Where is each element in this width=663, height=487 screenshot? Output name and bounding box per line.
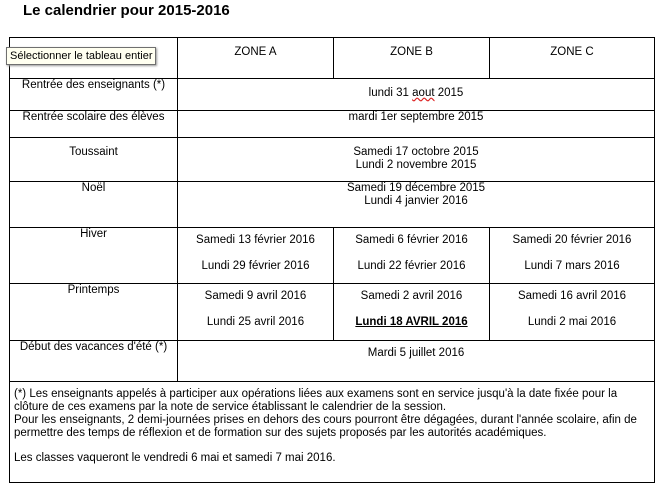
printemps-zone-c bbox=[490, 284, 655, 341]
note-demi-journees: Pour les enseignants, 2 demi-journées prises en dehors des cours pourront être dégagées, durant l'année scolaire, afin de permettre des temps de réflexion et de formation sur des sujets proposés par les autorités académiques. bbox=[14, 414, 637, 439]
document-title: Le calendrier pour 2015-2016 bbox=[23, 2, 230, 19]
row-label: Rentrée scolaire des élèves bbox=[10, 111, 178, 138]
end-date: Lundi 25 avril 2016 bbox=[206, 316, 305, 328]
row-notes bbox=[10, 382, 655, 483]
row-toussaint bbox=[10, 138, 655, 182]
end-date: Lundi 29 février 2016 bbox=[201, 260, 310, 272]
row-label: Printemps bbox=[10, 284, 178, 341]
row-hiver bbox=[10, 228, 655, 284]
zone-c-header: ZONE C bbox=[490, 38, 655, 79]
select-table-tooltip[interactable]: Sélectionner le tableau entier bbox=[6, 47, 156, 65]
hiver-zone-a bbox=[178, 228, 334, 284]
row-rentree-enseignants bbox=[10, 79, 655, 111]
note-examens: (*) Les enseignants appelés à participer aux opérations liées aux examens sont en service jusqu'à la date fixée pour la clôture de ces examens par la note de service établissant le calendrier de la session. bbox=[14, 388, 618, 413]
rentree-eleves-date: mardi 1er septembre 2015 bbox=[178, 111, 655, 138]
start-date: Samedi 19 décembre 2015 bbox=[346, 182, 486, 194]
start-date: Samedi 6 février 2016 bbox=[355, 234, 468, 246]
zone-b-header: ZONE B bbox=[334, 38, 490, 79]
start-date: Samedi 9 avril 2016 bbox=[204, 290, 307, 302]
row-label: Hiver bbox=[10, 228, 178, 284]
note-vaqueront: Les classes vaqueront le vendredi 6 mai et samedi 7 mai 2016. bbox=[14, 452, 336, 464]
end-date: Lundi 22 février 2016 bbox=[357, 260, 466, 272]
hiver-zone-b bbox=[334, 228, 490, 284]
start-date: Samedi 13 février 2016 bbox=[196, 234, 315, 246]
row-rentree-eleves bbox=[10, 111, 655, 138]
end-date: Lundi 2 mai 2016 bbox=[527, 316, 617, 328]
start-date: Samedi 16 avril 2016 bbox=[517, 290, 627, 302]
end-date: Lundi 7 mars 2016 bbox=[524, 260, 620, 272]
start-date: Samedi 20 février 2016 bbox=[512, 234, 632, 246]
hiver-zone-c bbox=[490, 228, 655, 284]
row-label: Début des vacances d'été (*) bbox=[10, 341, 178, 382]
row-label: Noël bbox=[10, 182, 178, 228]
date-suffix: 2015 bbox=[434, 87, 464, 99]
start-date: Samedi 17 octobre 2015 bbox=[353, 146, 479, 158]
spellcheck-word: aout bbox=[412, 87, 435, 99]
row-label: Toussaint bbox=[10, 138, 178, 182]
toussaint-dates bbox=[178, 138, 655, 182]
row-ete bbox=[10, 341, 655, 382]
calendar-table bbox=[9, 37, 655, 483]
noel-dates bbox=[178, 182, 655, 228]
printemps-zone-a bbox=[178, 284, 334, 341]
end-date: Lundi 18 AVRIL 2016 bbox=[355, 316, 468, 328]
end-date: Lundi 2 novembre 2015 bbox=[355, 159, 477, 171]
end-date: Lundi 4 janvier 2016 bbox=[364, 195, 468, 207]
zone-a-header: ZONE A bbox=[178, 38, 334, 79]
row-printemps bbox=[10, 284, 655, 341]
start-date: Samedi 2 avril 2016 bbox=[360, 290, 463, 302]
row-noel bbox=[10, 182, 655, 228]
rentree-enseignants-date bbox=[178, 79, 655, 111]
notes-cell bbox=[10, 382, 655, 483]
printemps-zone-b bbox=[334, 284, 490, 341]
ete-date: Mardi 5 juillet 2016 bbox=[178, 341, 655, 382]
row-label: Rentrée des enseignants (*) bbox=[10, 79, 178, 111]
date-prefix: lundi 31 bbox=[368, 87, 413, 99]
